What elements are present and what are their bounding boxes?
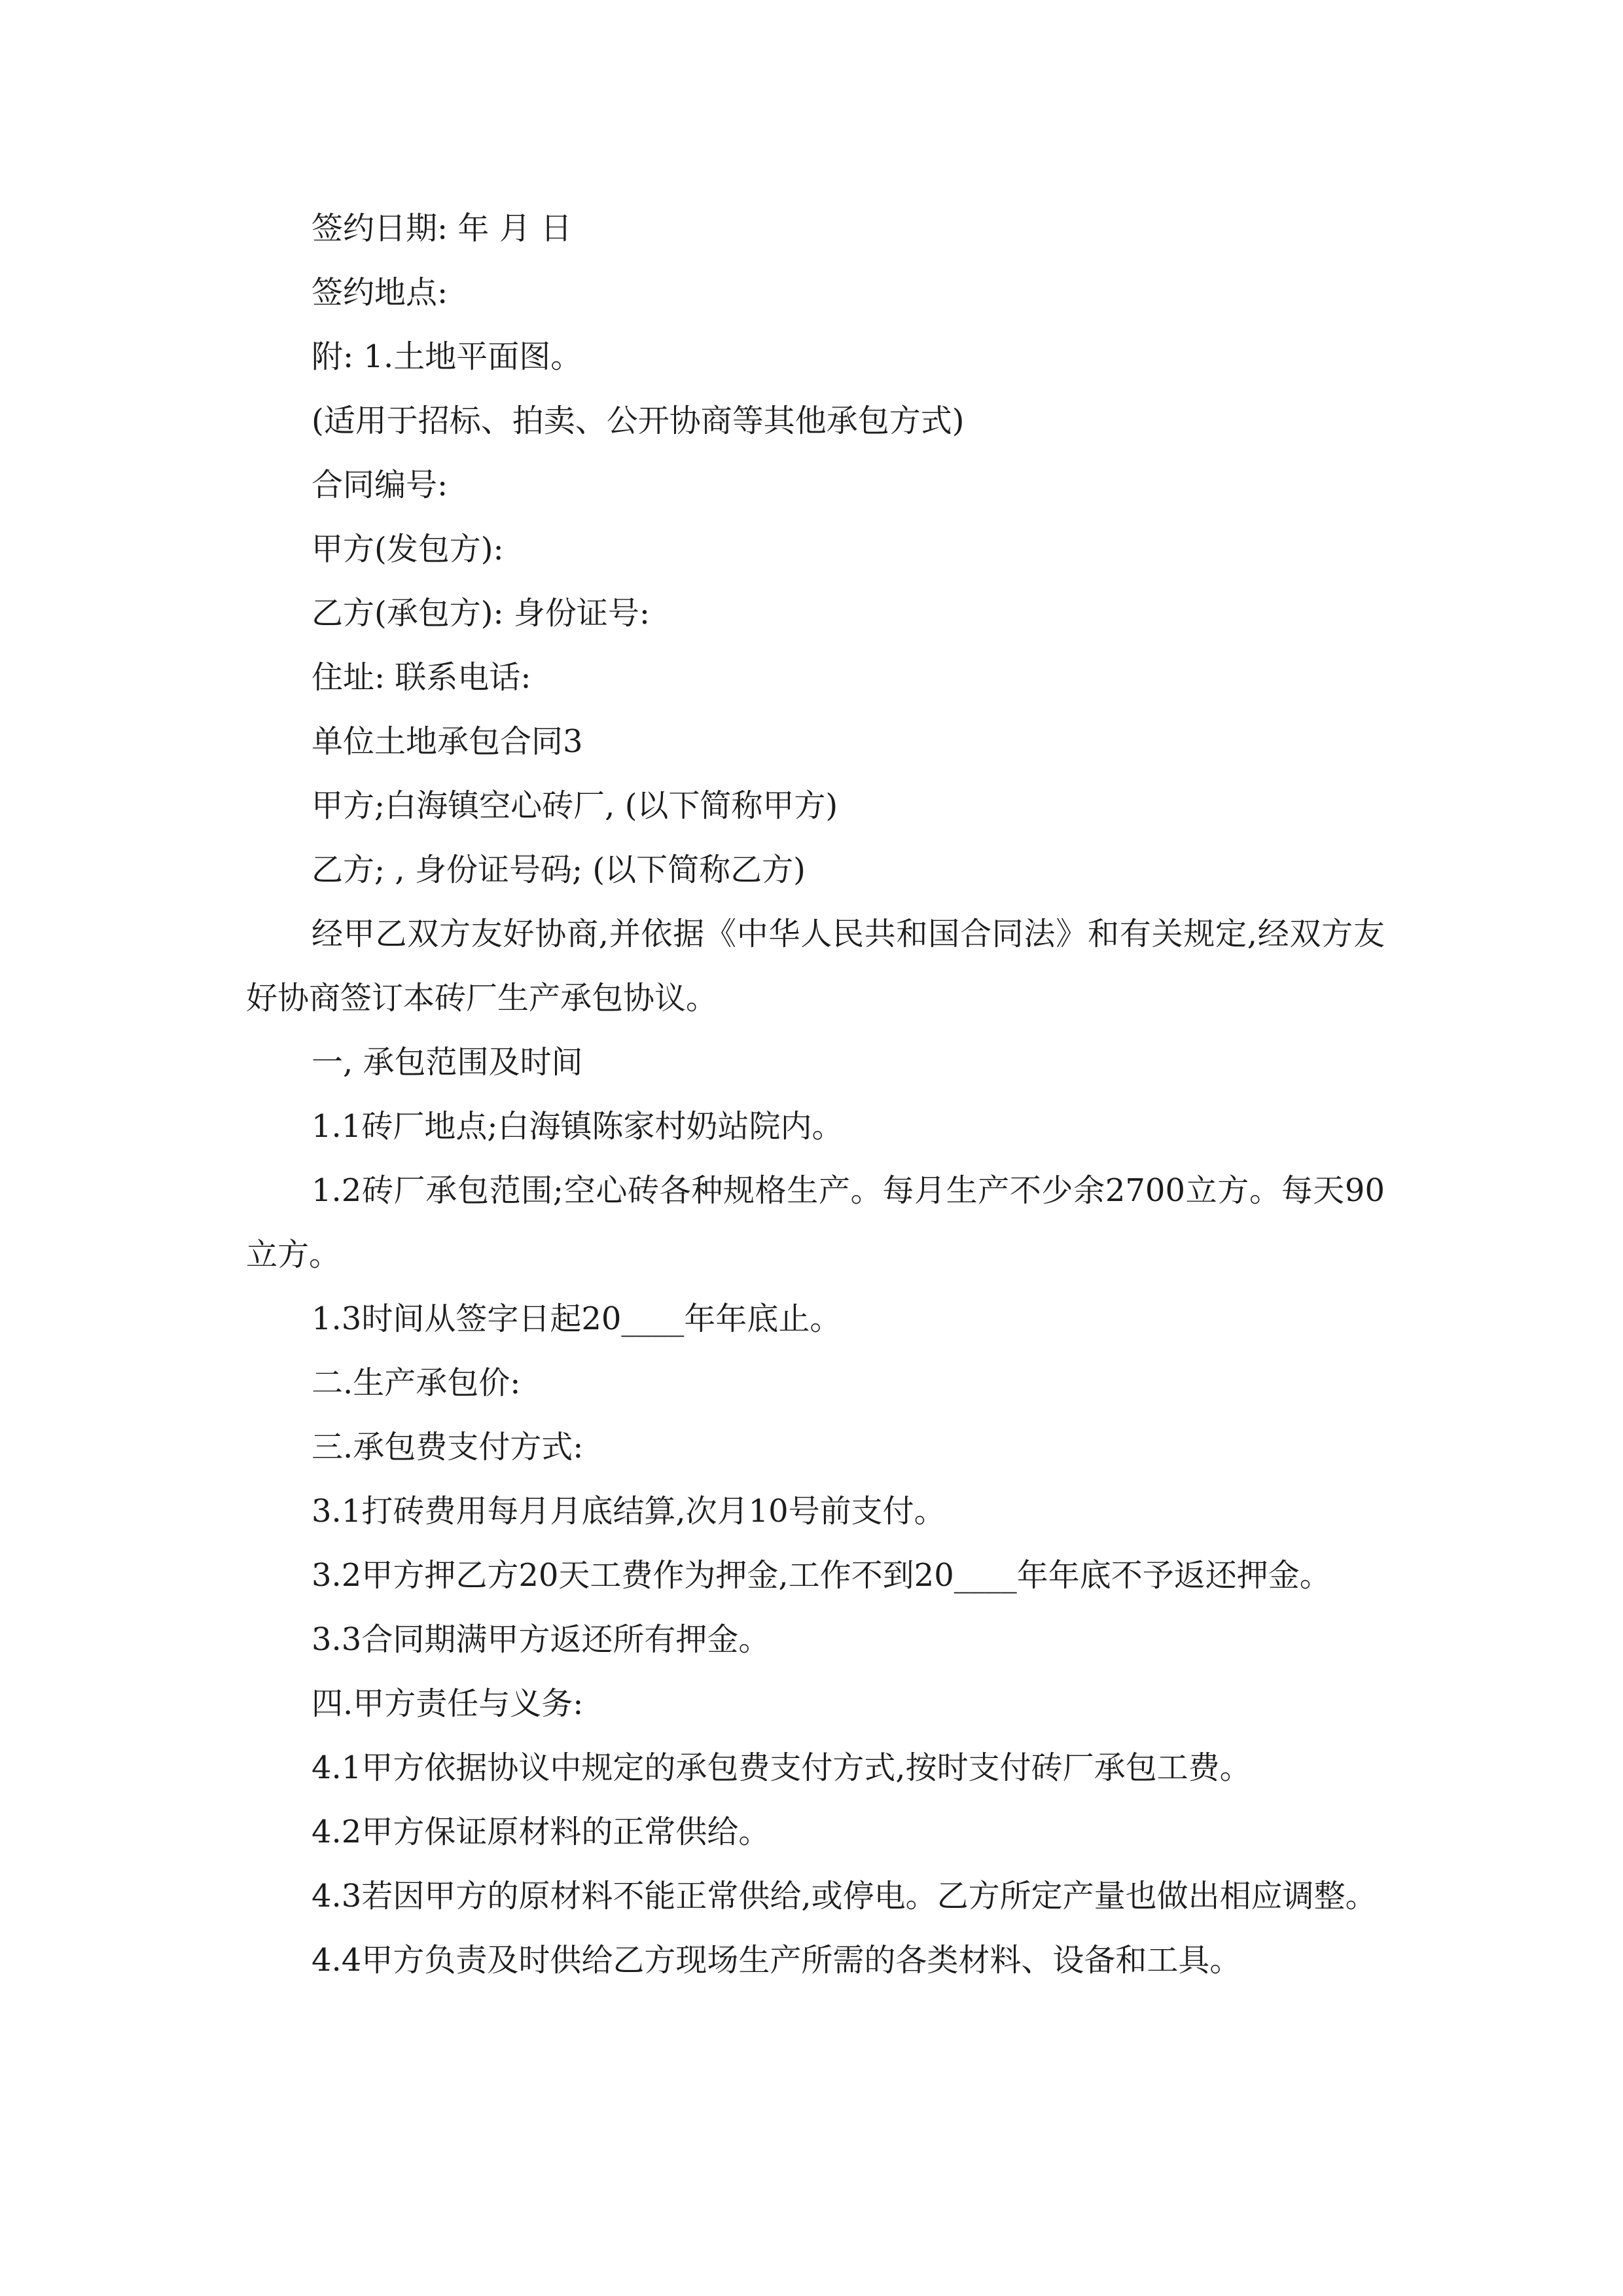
- clause-3-2: 3.2甲方押乙方20天工费作为押金,工作不到20____年年底不予返还押金。: [312, 1557, 1331, 1594]
- signing-place-line: 签约地点:: [312, 274, 448, 311]
- section-3-heading: 三.承包费支付方式:: [312, 1429, 584, 1465]
- clause-1-1: 1.1砖厂地点;白海镇陈家村奶站院内。: [312, 1108, 844, 1145]
- clause-4-3: 4.3若因甲方的原材料不能正常供给,或停电。乙方所定产量也做出相应调整。: [312, 1878, 1377, 1914]
- applicability-note: (适用于招标、拍卖、公开协商等其他承包方式): [312, 403, 965, 439]
- party-b-line: 乙方(承包方): 身份证号:: [312, 595, 651, 632]
- preamble-paragraph: 经甲乙双方友好协商,并依据《中华人民共和国合同法》和有关规定,经双方友好协商签订本砖厂生产承包协议。: [246, 916, 1385, 1016]
- attachment-line: 附: 1.土地平面图。: [312, 338, 582, 375]
- clause-1-3: 1.3时间从签字日起20____年年底止。: [312, 1300, 842, 1337]
- clause-4-4: 4.4甲方负责及时供给乙方现场生产所需的各类材料、设备和工具。: [312, 1942, 1241, 1979]
- section-1-heading: 一, 承包范围及时间: [312, 1044, 583, 1081]
- signing-date-line: 签约日期: 年 月 日: [312, 210, 572, 247]
- section-4-heading: 四.甲方责任与义务:: [312, 1685, 584, 1722]
- clause-3-3: 3.3合同期满甲方返还所有押金。: [312, 1621, 770, 1658]
- clause-4-1: 4.1甲方依据协议中规定的承包费支付方式,按时支付砖厂承包工费。: [312, 1749, 1251, 1786]
- clause-3-1: 3.1打砖费用每月月底结算,次月10号前支付。: [312, 1493, 946, 1530]
- party-a-brickworks: 甲方;白海镇空心砖厂, (以下简称甲方): [312, 787, 838, 824]
- clause-4-2: 4.2甲方保证原材料的正常供给。: [312, 1814, 770, 1850]
- document-body: [246, 196, 1385, 1992]
- address-phone-line: 住址: 联系电话:: [312, 659, 531, 696]
- contract-number-line: 合同编号:: [312, 467, 448, 503]
- party-a-line: 甲方(发包方):: [312, 531, 504, 567]
- clause-1-2: 1.2砖厂承包范围;空心砖各种规格生产。每月生产不少余2700立方。每天90立方。: [246, 1172, 1385, 1273]
- section-2-heading: 二.生产承包价:: [312, 1365, 521, 1401]
- contract-title: 单位土地承包合同3: [312, 723, 583, 760]
- party-b-id-line: 乙方; , 身份证号码; (以下简称乙方): [312, 852, 806, 888]
